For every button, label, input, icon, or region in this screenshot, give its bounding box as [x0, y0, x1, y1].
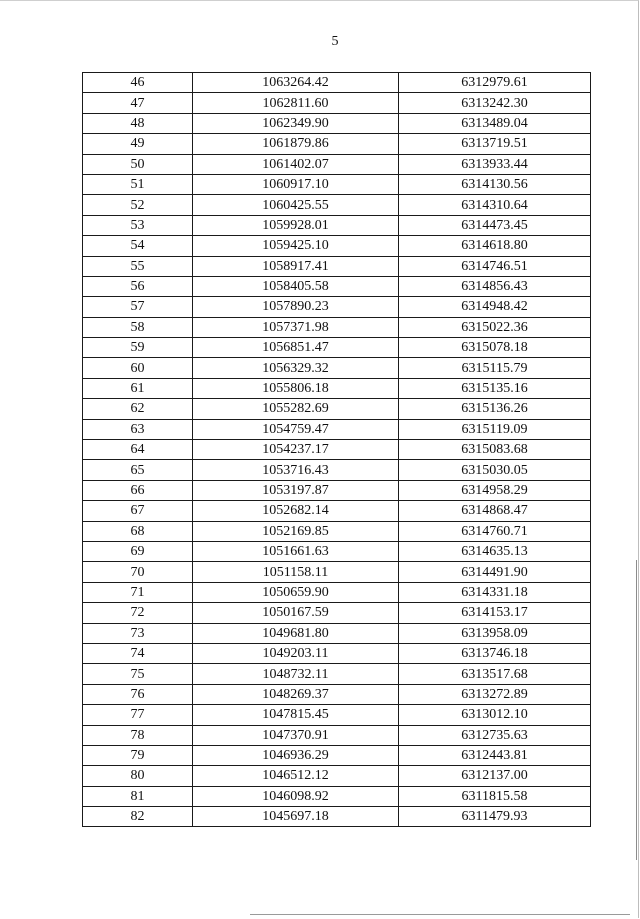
table-row — [83, 480, 591, 500]
table-row — [83, 582, 591, 602]
point-number-cell: 71 — [83, 582, 193, 602]
y-coordinate-cell: 6313272.89 — [399, 684, 591, 704]
point-number-cell: 80 — [83, 766, 193, 786]
x-coordinate-cell: 1045697.18 — [193, 807, 399, 827]
y-coordinate-cell: 6313242.30 — [399, 93, 591, 113]
table-row — [83, 603, 591, 623]
point-number-cell: 63 — [83, 419, 193, 439]
point-number-cell: 76 — [83, 684, 193, 704]
table-row — [83, 195, 591, 215]
y-coordinate-cell: 6311815.58 — [399, 786, 591, 806]
y-coordinate-cell: 6315078.18 — [399, 338, 591, 358]
x-coordinate-cell: 1048269.37 — [193, 684, 399, 704]
table-row — [83, 705, 591, 725]
table-row — [83, 745, 591, 765]
table-row — [83, 684, 591, 704]
table-row — [83, 174, 591, 194]
table-row — [83, 236, 591, 256]
x-coordinate-cell: 1047815.45 — [193, 705, 399, 725]
table-row — [83, 725, 591, 745]
x-coordinate-cell: 1057371.98 — [193, 317, 399, 337]
y-coordinate-cell: 6314746.51 — [399, 256, 591, 276]
point-number-cell: 70 — [83, 562, 193, 582]
x-coordinate-cell: 1060425.55 — [193, 195, 399, 215]
x-coordinate-cell: 1053197.87 — [193, 480, 399, 500]
y-coordinate-cell: 6314760.71 — [399, 521, 591, 541]
x-coordinate-cell: 1049203.11 — [193, 643, 399, 663]
x-coordinate-cell: 1063264.42 — [193, 73, 399, 93]
y-coordinate-cell: 6315022.36 — [399, 317, 591, 337]
point-number-cell: 73 — [83, 623, 193, 643]
table-row — [83, 664, 591, 684]
point-number-cell: 67 — [83, 501, 193, 521]
y-coordinate-cell: 6314153.17 — [399, 603, 591, 623]
scan-edge-line — [250, 914, 630, 915]
y-coordinate-cell: 6314635.13 — [399, 541, 591, 561]
x-coordinate-cell: 1051661.63 — [193, 541, 399, 561]
table-row — [83, 113, 591, 133]
point-number-cell: 46 — [83, 73, 193, 93]
x-coordinate-cell: 1052169.85 — [193, 521, 399, 541]
table-row — [83, 501, 591, 521]
y-coordinate-cell: 6314856.43 — [399, 276, 591, 296]
point-number-cell: 51 — [83, 174, 193, 194]
x-coordinate-cell: 1054759.47 — [193, 419, 399, 439]
x-coordinate-cell: 1058405.58 — [193, 276, 399, 296]
point-number-cell: 49 — [83, 134, 193, 154]
table-row — [83, 766, 591, 786]
point-number-cell: 59 — [83, 338, 193, 358]
y-coordinate-cell: 6314618.80 — [399, 236, 591, 256]
point-number-cell: 68 — [83, 521, 193, 541]
point-number-cell: 72 — [83, 603, 193, 623]
y-coordinate-cell: 6315115.79 — [399, 358, 591, 378]
y-coordinate-cell: 6312443.81 — [399, 745, 591, 765]
point-number-cell: 65 — [83, 460, 193, 480]
y-coordinate-cell: 6312735.63 — [399, 725, 591, 745]
table-row — [83, 338, 591, 358]
x-coordinate-cell: 1061879.86 — [193, 134, 399, 154]
point-number-cell: 56 — [83, 276, 193, 296]
point-number-cell: 62 — [83, 399, 193, 419]
table-row — [83, 358, 591, 378]
point-number-cell: 64 — [83, 440, 193, 460]
y-coordinate-cell: 6313746.18 — [399, 643, 591, 663]
x-coordinate-cell: 1059928.01 — [193, 215, 399, 235]
table-row — [83, 154, 591, 174]
table-row — [83, 786, 591, 806]
y-coordinate-cell: 6315083.68 — [399, 440, 591, 460]
y-coordinate-cell: 6313719.51 — [399, 134, 591, 154]
y-coordinate-cell: 6313933.44 — [399, 154, 591, 174]
table-row — [83, 399, 591, 419]
point-number-cell: 82 — [83, 807, 193, 827]
y-coordinate-cell: 6315136.26 — [399, 399, 591, 419]
coordinates-table-body — [83, 73, 591, 827]
y-coordinate-cell: 6314948.42 — [399, 297, 591, 317]
y-coordinate-cell: 6312137.00 — [399, 766, 591, 786]
y-coordinate-cell: 6314331.18 — [399, 582, 591, 602]
x-coordinate-cell: 1056851.47 — [193, 338, 399, 358]
x-coordinate-cell: 1062811.60 — [193, 93, 399, 113]
x-coordinate-cell: 1046936.29 — [193, 745, 399, 765]
y-coordinate-cell: 6314868.47 — [399, 501, 591, 521]
point-number-cell: 75 — [83, 664, 193, 684]
table-row — [83, 440, 591, 460]
x-coordinate-cell: 1060917.10 — [193, 174, 399, 194]
table-row — [83, 276, 591, 296]
table-row — [83, 297, 591, 317]
x-coordinate-cell: 1047370.91 — [193, 725, 399, 745]
y-coordinate-cell: 6312979.61 — [399, 73, 591, 93]
table-row — [83, 256, 591, 276]
x-coordinate-cell: 1055806.18 — [193, 378, 399, 398]
x-coordinate-cell: 1050659.90 — [193, 582, 399, 602]
table-row — [83, 73, 591, 93]
table-row — [83, 807, 591, 827]
coordinates-table — [82, 72, 591, 827]
y-coordinate-cell: 6313958.09 — [399, 623, 591, 643]
point-number-cell: 55 — [83, 256, 193, 276]
table-row — [83, 643, 591, 663]
x-coordinate-cell: 1050167.59 — [193, 603, 399, 623]
x-coordinate-cell: 1057890.23 — [193, 297, 399, 317]
point-number-cell: 53 — [83, 215, 193, 235]
scan-edge-line — [636, 560, 637, 860]
table-row — [83, 93, 591, 113]
table-row — [83, 521, 591, 541]
y-coordinate-cell: 6314491.90 — [399, 562, 591, 582]
table-row — [83, 562, 591, 582]
point-number-cell: 52 — [83, 195, 193, 215]
x-coordinate-cell: 1048732.11 — [193, 664, 399, 684]
table-row — [83, 134, 591, 154]
point-number-cell: 74 — [83, 643, 193, 663]
x-coordinate-cell: 1046512.12 — [193, 766, 399, 786]
x-coordinate-cell: 1052682.14 — [193, 501, 399, 521]
y-coordinate-cell: 6314958.29 — [399, 480, 591, 500]
y-coordinate-cell: 6314310.64 — [399, 195, 591, 215]
point-number-cell: 77 — [83, 705, 193, 725]
point-number-cell: 79 — [83, 745, 193, 765]
x-coordinate-cell: 1058917.41 — [193, 256, 399, 276]
point-number-cell: 48 — [83, 113, 193, 133]
x-coordinate-cell: 1059425.10 — [193, 236, 399, 256]
page-number: 5 — [331, 34, 339, 49]
point-number-cell: 66 — [83, 480, 193, 500]
table-row — [83, 623, 591, 643]
y-coordinate-cell: 6313517.68 — [399, 664, 591, 684]
x-coordinate-cell: 1054237.17 — [193, 440, 399, 460]
y-coordinate-cell: 6315119.09 — [399, 419, 591, 439]
point-number-cell: 57 — [83, 297, 193, 317]
x-coordinate-cell: 1061402.07 — [193, 154, 399, 174]
point-number-cell: 61 — [83, 378, 193, 398]
y-coordinate-cell: 6315030.05 — [399, 460, 591, 480]
point-number-cell: 47 — [83, 93, 193, 113]
table-row — [83, 215, 591, 235]
x-coordinate-cell: 1053716.43 — [193, 460, 399, 480]
point-number-cell: 60 — [83, 358, 193, 378]
x-coordinate-cell: 1046098.92 — [193, 786, 399, 806]
table-row — [83, 460, 591, 480]
x-coordinate-cell: 1051158.11 — [193, 562, 399, 582]
x-coordinate-cell: 1055282.69 — [193, 399, 399, 419]
y-coordinate-cell: 6311479.93 — [399, 807, 591, 827]
y-coordinate-cell: 6313489.04 — [399, 113, 591, 133]
point-number-cell: 69 — [83, 541, 193, 561]
y-coordinate-cell: 6315135.16 — [399, 378, 591, 398]
y-coordinate-cell: 6314473.45 — [399, 215, 591, 235]
x-coordinate-cell: 1056329.32 — [193, 358, 399, 378]
table-row — [83, 541, 591, 561]
y-coordinate-cell: 6313012.10 — [399, 705, 591, 725]
table-row — [83, 378, 591, 398]
point-number-cell: 58 — [83, 317, 193, 337]
x-coordinate-cell: 1062349.90 — [193, 113, 399, 133]
point-number-cell: 54 — [83, 236, 193, 256]
point-number-cell: 78 — [83, 725, 193, 745]
y-coordinate-cell: 6314130.56 — [399, 174, 591, 194]
table-row — [83, 419, 591, 439]
table-row — [83, 317, 591, 337]
point-number-cell: 50 — [83, 154, 193, 174]
x-coordinate-cell: 1049681.80 — [193, 623, 399, 643]
point-number-cell: 81 — [83, 786, 193, 806]
